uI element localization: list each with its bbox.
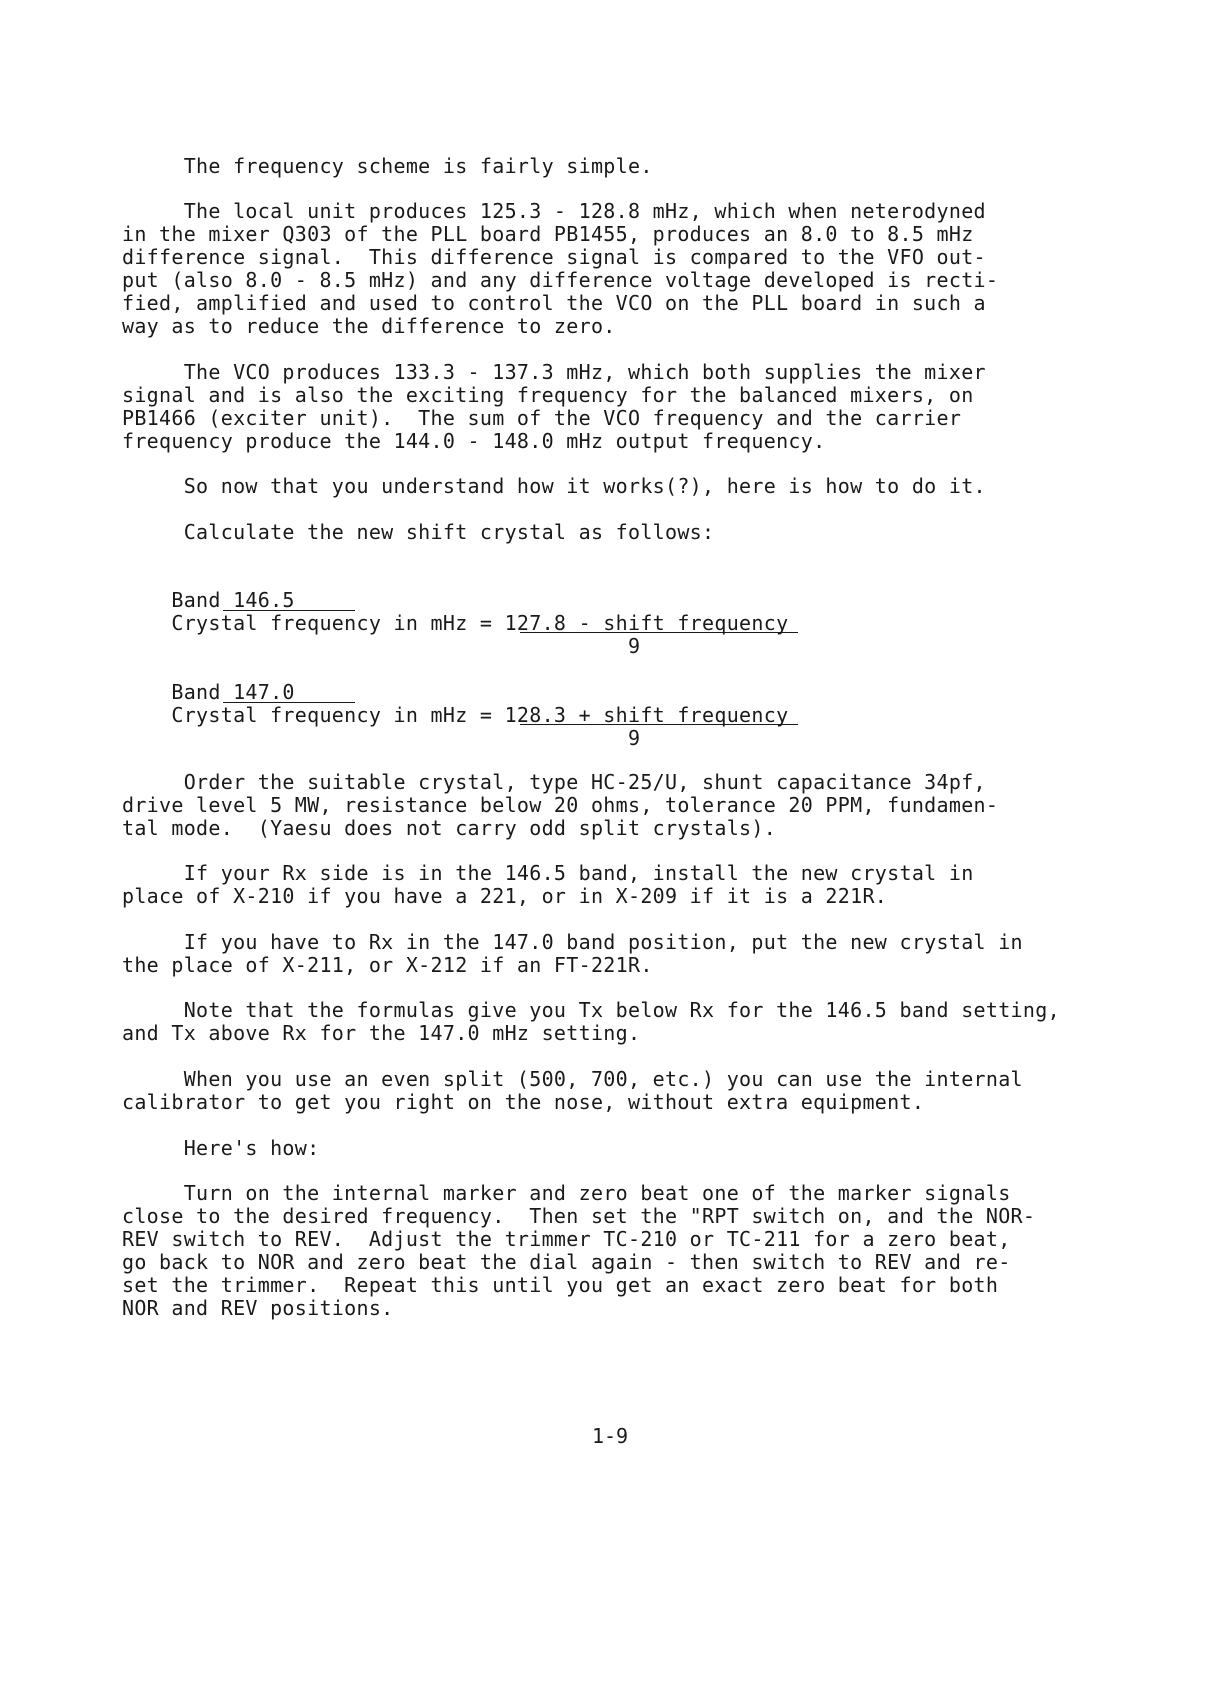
fraction-bar — [520, 724, 798, 725]
page-number: 1-9 — [591, 1424, 629, 1448]
formula-denominator: 9 — [122, 634, 641, 658]
text-line: the place of X-211, or X-212 if an FT-221R. — [122, 953, 653, 977]
text-line: The VCO produces 133.3 - 137.3 mHz, which both supplies the mixer — [122, 360, 986, 384]
formula-band-label: Band 146.5 — [122, 588, 295, 612]
text-line: NOR and REV positions. — [122, 1296, 394, 1320]
formula-numerator: Crystal frequency in mHz = 128.3 + shift frequency — [122, 703, 789, 727]
text-line: So now that you understand how it works(?), here is how to do it. — [122, 474, 986, 498]
text-line: way as to reduce the difference to zero. — [122, 314, 616, 338]
text-line: PB1466 (exciter unit). The sum of the VCO frequency and the carrier — [122, 406, 962, 430]
fraction-bar — [520, 632, 798, 633]
text-line: Note that the formulas give you Tx below Rx for the 146.5 band setting, — [122, 998, 1060, 1022]
text-line: frequency produce the 144.0 - 148.0 mHz output frequency. — [122, 429, 826, 453]
text-line: put (also 8.0 - 8.5 mHz) and any difference voltage developed is recti- — [122, 268, 999, 292]
text-line: When you use an even split (500, 700, etc.) you can use the internal — [122, 1067, 1023, 1091]
formula-numerator: Crystal frequency in mHz = 127.8 - shift frequency — [122, 611, 789, 635]
text-line: If your Rx side is in the 146.5 band, install the new crystal in — [122, 861, 974, 885]
formula-denominator: 9 — [122, 726, 641, 750]
text-line: tal mode. (Yaesu does not carry odd split crystals). — [122, 816, 777, 840]
text-line: close to the desired frequency. Then set the "RPT switch on, and the NOR- — [122, 1204, 1036, 1228]
text-line: and Tx above Rx for the 147.0 mHz setting. — [122, 1021, 641, 1045]
text-line: The frequency scheme is fairly simple. — [122, 154, 653, 178]
text-line: Order the suitable crystal, type HC-25/U, shunt capacitance 34pf, — [122, 770, 986, 794]
text-line: Turn on the internal marker and zero beat one of the marker signals — [122, 1181, 1011, 1205]
formula-band-label: Band 147.0 — [122, 680, 295, 704]
text-line: go back to NOR and zero beat the dial again - then switch to REV and re- — [122, 1250, 1011, 1274]
text-line: Calculate the new shift crystal as follows: — [122, 520, 715, 544]
text-line: signal and is also the exciting frequency for the balanced mixers, on — [122, 383, 974, 407]
text-line: calibrator to get you right on the nose, without extra equipment. — [122, 1090, 925, 1114]
text-line: REV switch to REV. Adjust the trimmer TC-210 or TC-211 for a zero beat, — [122, 1227, 1011, 1251]
text-line: set the trimmer. Repeat this until you get an exact zero beat for both — [122, 1273, 999, 1297]
text-line: Here's how: — [122, 1136, 320, 1160]
text-line: in the mixer Q303 of the PLL board PB1455, produces an 8.0 to 8.5 mHz — [122, 222, 974, 246]
text-line: fied, amplified and used to control the VCO on the PLL board in such a — [122, 291, 986, 315]
text-line: drive level 5 MW, resistance below 20 ohms, tolerance 20 PPM, fundamen- — [122, 793, 999, 817]
text-line: difference signal. This difference signal is compared to the VFO out- — [122, 245, 986, 269]
text-line: place of X-210 if you have a 221, or in X-209 if it is a 221R. — [122, 884, 888, 908]
text-line: If you have to Rx in the 147.0 band position, put the new crystal in — [122, 930, 1023, 954]
text-line: The local unit produces 125.3 - 128.8 mHz, which when neterodyned — [122, 199, 986, 223]
